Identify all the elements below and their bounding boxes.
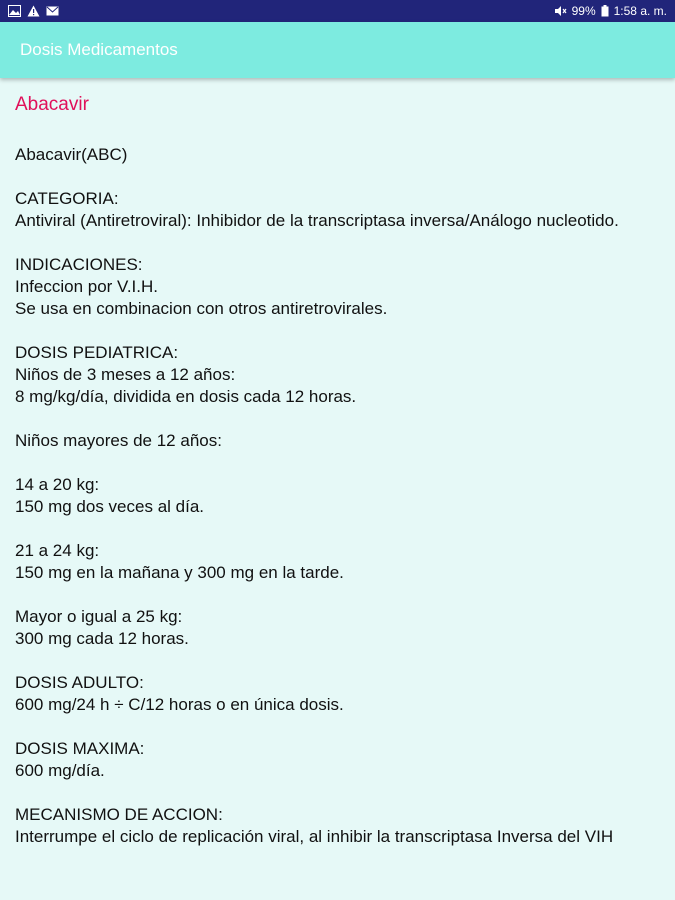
- section-heading: DOSIS ADULTO:: [15, 673, 144, 692]
- text-line: Mayor o igual a 25 kg:: [15, 607, 183, 626]
- weight-25-plus-section: [15, 606, 661, 650]
- max-dose-section: [15, 738, 661, 782]
- status-left: [8, 5, 59, 17]
- weight-21-24-section: [15, 540, 661, 584]
- text-line: 300 mg cada 12 horas.: [15, 629, 189, 648]
- text-line: 600 mg/día.: [15, 761, 105, 780]
- drug-name-section: [15, 144, 661, 166]
- drug-title: Abacavir: [15, 94, 89, 115]
- image-icon: [8, 5, 21, 17]
- text-line: 150 mg en la mañana y 300 mg en la tarde.: [15, 563, 344, 582]
- app-title: Dosis Medicamentos: [20, 40, 178, 59]
- section-heading: MECANISMO DE ACCION:: [15, 805, 223, 824]
- app-bar: [0, 22, 675, 78]
- drug-detail-content[interactable]: [0, 78, 675, 900]
- text-line: Se usa en combinacion con otros antiretrovirales.: [15, 299, 388, 318]
- status-bar: [0, 0, 675, 22]
- category-section: [15, 188, 661, 232]
- text-line: Antiviral (Antiretroviral): Inhibidor de la transcriptasa inversa/Análogo nucleotido.: [15, 211, 619, 230]
- text-line: Infeccion por V.I.H.: [15, 277, 159, 296]
- section-heading: DOSIS MAXIMA:: [15, 739, 145, 758]
- section-heading: CATEGORIA:: [15, 189, 119, 208]
- indications-section: [15, 254, 661, 320]
- text-line: 600 mg/24 h ÷ C/12 horas o en única dosis.: [15, 695, 344, 714]
- adult-dose-section: [15, 672, 661, 716]
- text-line: 14 a 20 kg:: [15, 475, 100, 494]
- clock: 1:58 a. m.: [613, 4, 667, 18]
- text-line: 150 mg dos veces al día.: [15, 497, 205, 516]
- status-right: [554, 4, 667, 18]
- section-heading: DOSIS PEDIATRICA:: [15, 343, 179, 362]
- text-line: Niños de 3 meses a 12 años:: [15, 365, 236, 384]
- mute-icon: [554, 5, 567, 17]
- text-line: Abacavir(ABC): [15, 145, 128, 164]
- warning-icon: [27, 5, 40, 17]
- pediatric-dose-section: [15, 342, 661, 408]
- battery-percent: 99%: [571, 4, 596, 18]
- battery-icon: [601, 5, 609, 17]
- mechanism-section: [15, 804, 661, 848]
- section-heading: INDICACIONES:: [15, 255, 143, 274]
- text-line: 21 a 24 kg:: [15, 541, 100, 560]
- mail-icon: [46, 5, 59, 17]
- older-children-section: [15, 430, 661, 452]
- text-line: 8 mg/kg/día, dividida en dosis cada 12 horas.: [15, 387, 357, 406]
- text-line: Interrumpe el ciclo de replicación viral, al inhibir la transcriptasa Inversa del VIH: [15, 827, 614, 846]
- weight-14-20-section: [15, 474, 661, 518]
- text-line: Niños mayores de 12 años:: [15, 431, 222, 450]
